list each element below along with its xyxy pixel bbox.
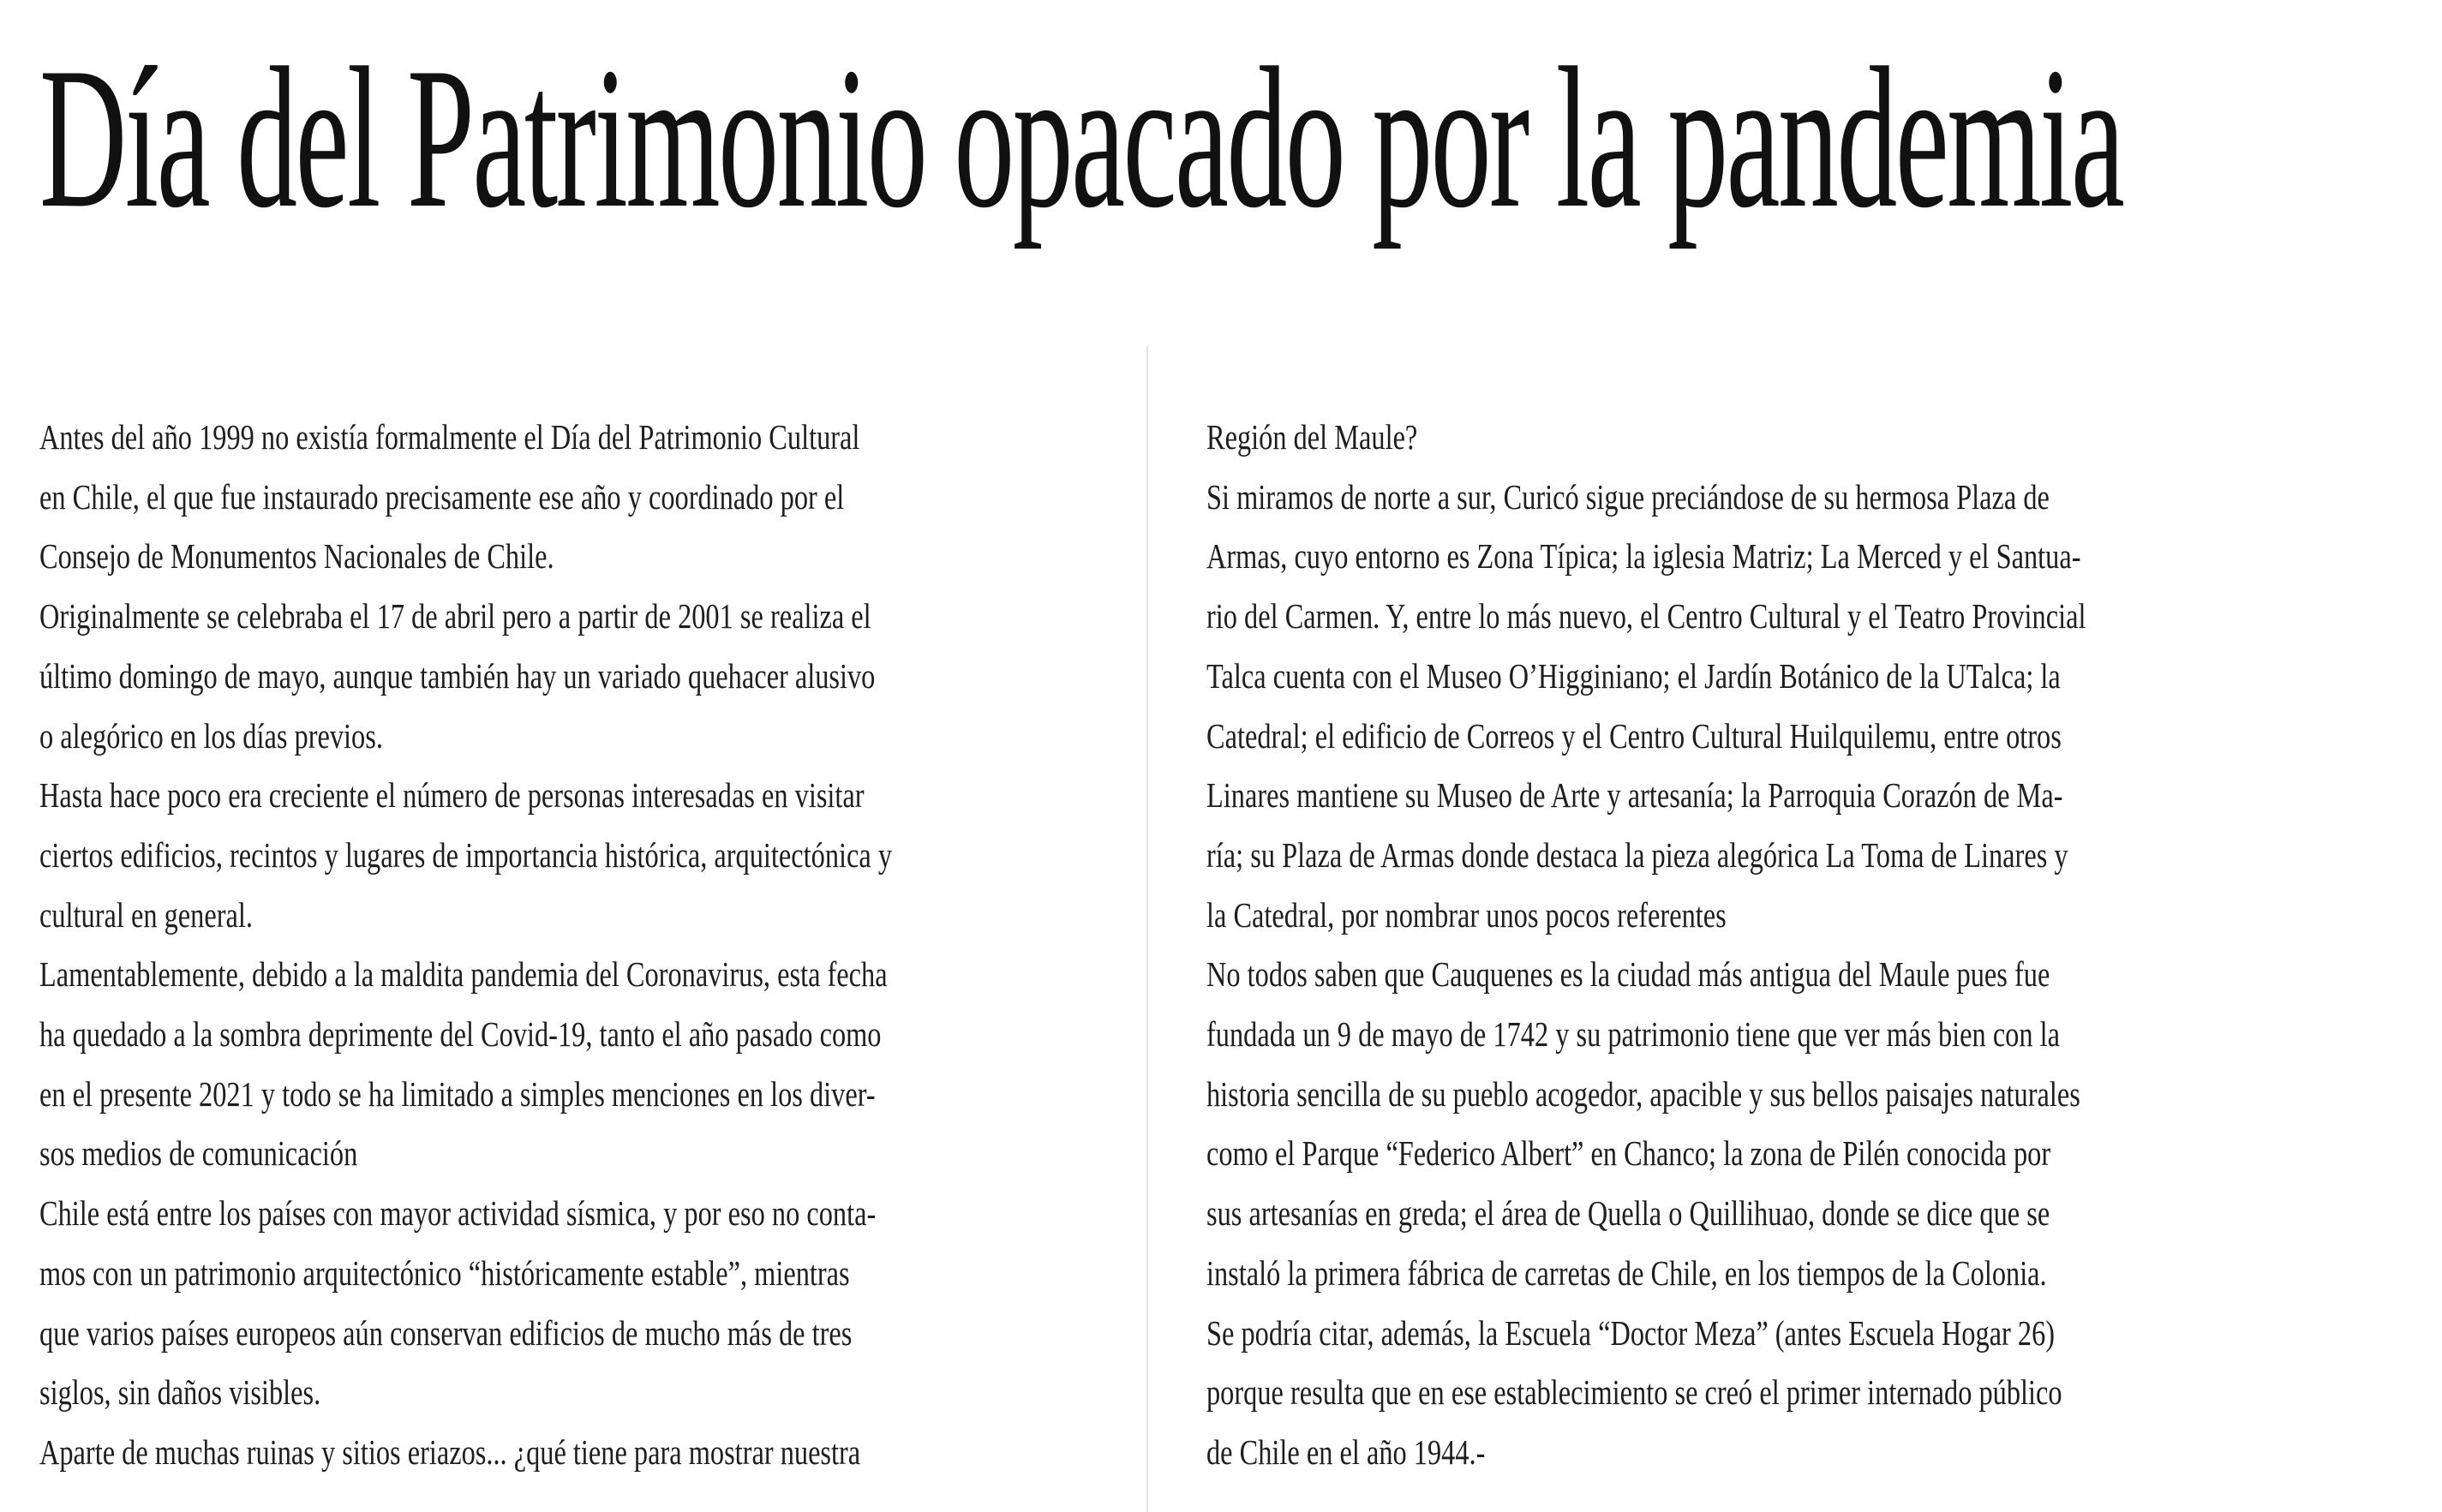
text-line: Lamentablemente, debido a la maldita pandemia del Coronavirus, esta fecha (39, 954, 888, 995)
text-line: mos con un patrimonio arquitectónico “históricamente estable”, mientras (39, 1252, 850, 1293)
text-line: en Chile, el que fue instaurado precisamente ese año y coordinado por el (39, 476, 845, 517)
text-line: Chile está entre los países con mayor actividad sísmica, y por eso no conta- (39, 1193, 877, 1234)
text-line: Región del Maule? (1206, 417, 1418, 457)
text-line: siglos, sin daños visibles. (39, 1372, 321, 1413)
text-line: Hasta hace poco era creciente el número de personas interesadas en visitar (39, 775, 865, 816)
text-line: como el Parque “Federico Albert” en Chanco; la zona de Pilén conocida por (1206, 1133, 2051, 1174)
text-line: Consejo de Monumentos Nacionales de Chile. (39, 536, 554, 577)
text-line: o alegórico en los días previos. (39, 715, 383, 756)
text-line: Antes del año 1999 no existía formalmente el Día del Patrimonio Cultural (39, 417, 860, 457)
text-line: No todos saben que Cauquenes es la ciudad más antigua del Maule pues fue (1206, 954, 2050, 995)
article-headline: Día del Patrimonio opacado por la pandemia (39, 27, 2123, 250)
text-line: Armas, cuyo entorno es Zona Típica; la iglesia Matriz; La Merced y el Santua- (1206, 536, 2081, 577)
text-line: porque resulta que en ese establecimiento se creó el primer internado público (1206, 1372, 2062, 1413)
text-line: sos medios de comunicación (39, 1133, 358, 1174)
text-line: en el presente 2021 y todo se ha limitado a simples menciones en los diver- (39, 1073, 876, 1114)
text-line: ría; su Plaza de Armas donde destaca la pieza alegórica La Toma de Linares y (1206, 834, 2068, 875)
text-line: instaló la primera fábrica de carretas de Chile, en los tiempos de la Colonia. (1206, 1252, 2047, 1293)
article-right-column (1206, 408, 2303, 1483)
text-line: Linares mantiene su Museo de Arte y artesanía; la Parroquia Corazón de Ma- (1206, 775, 2063, 816)
text-line: de Chile en el año 1944.- (1206, 1431, 1486, 1472)
text-line: Aparte de muchas ruinas y sitios eriazos... ¿qué tiene para mostrar nuestra (39, 1431, 861, 1472)
text-line: fundada un 9 de mayo de 1742 y su patrimonio tiene que ver más bien con la (1206, 1014, 2061, 1055)
text-line: ciertos edificios, recintos y lugares de importancia histórica, arquitectónica y (39, 834, 893, 875)
text-line: la Catedral, por nombrar unos pocos referentes (1206, 894, 1727, 935)
text-line: Talca cuenta con el Museo O’Higginiano; el Jardín Botánico de la UTalca; la (1206, 655, 2061, 696)
text-line: que varios países europeos aún conservan edificios de mucho más de tres (39, 1312, 853, 1353)
text-line: último domingo de mayo, aunque también hay un variado quehacer alusivo (39, 655, 876, 696)
text-line: sus artesanías en greda; el área de Quella o Quillihuao, donde se dice que se (1206, 1193, 2050, 1234)
text-line: rio del Carmen. Y, entre lo más nuevo, el Centro Cultural y el Teatro Provincial (1206, 596, 2086, 636)
text-line: ha quedado a la sombra deprimente del Covid-19, tanto el año pasado como (39, 1014, 882, 1055)
column-divider (1146, 346, 1148, 1512)
text-line: Originalmente se celebraba el 17 de abril pero a partir de 2001 se realiza el (39, 596, 871, 636)
article-left-column (39, 408, 1136, 1483)
text-line: Se podría citar, además, la Escuela “Doctor Meza” (antes Escuela Hogar 26) (1206, 1312, 2056, 1353)
text-line: Si miramos de norte a sur, Curicó sigue preciándose de su hermosa Plaza de (1206, 476, 2050, 517)
text-line: cultural en general. (39, 894, 253, 935)
text-line: Catedral; el edificio de Correos y el Centro Cultural Huilquilemu, entre otros (1206, 715, 2062, 756)
text-line: historia sencilla de su pueblo acogedor, apacible y sus bellos paisajes naturales (1206, 1073, 2080, 1114)
